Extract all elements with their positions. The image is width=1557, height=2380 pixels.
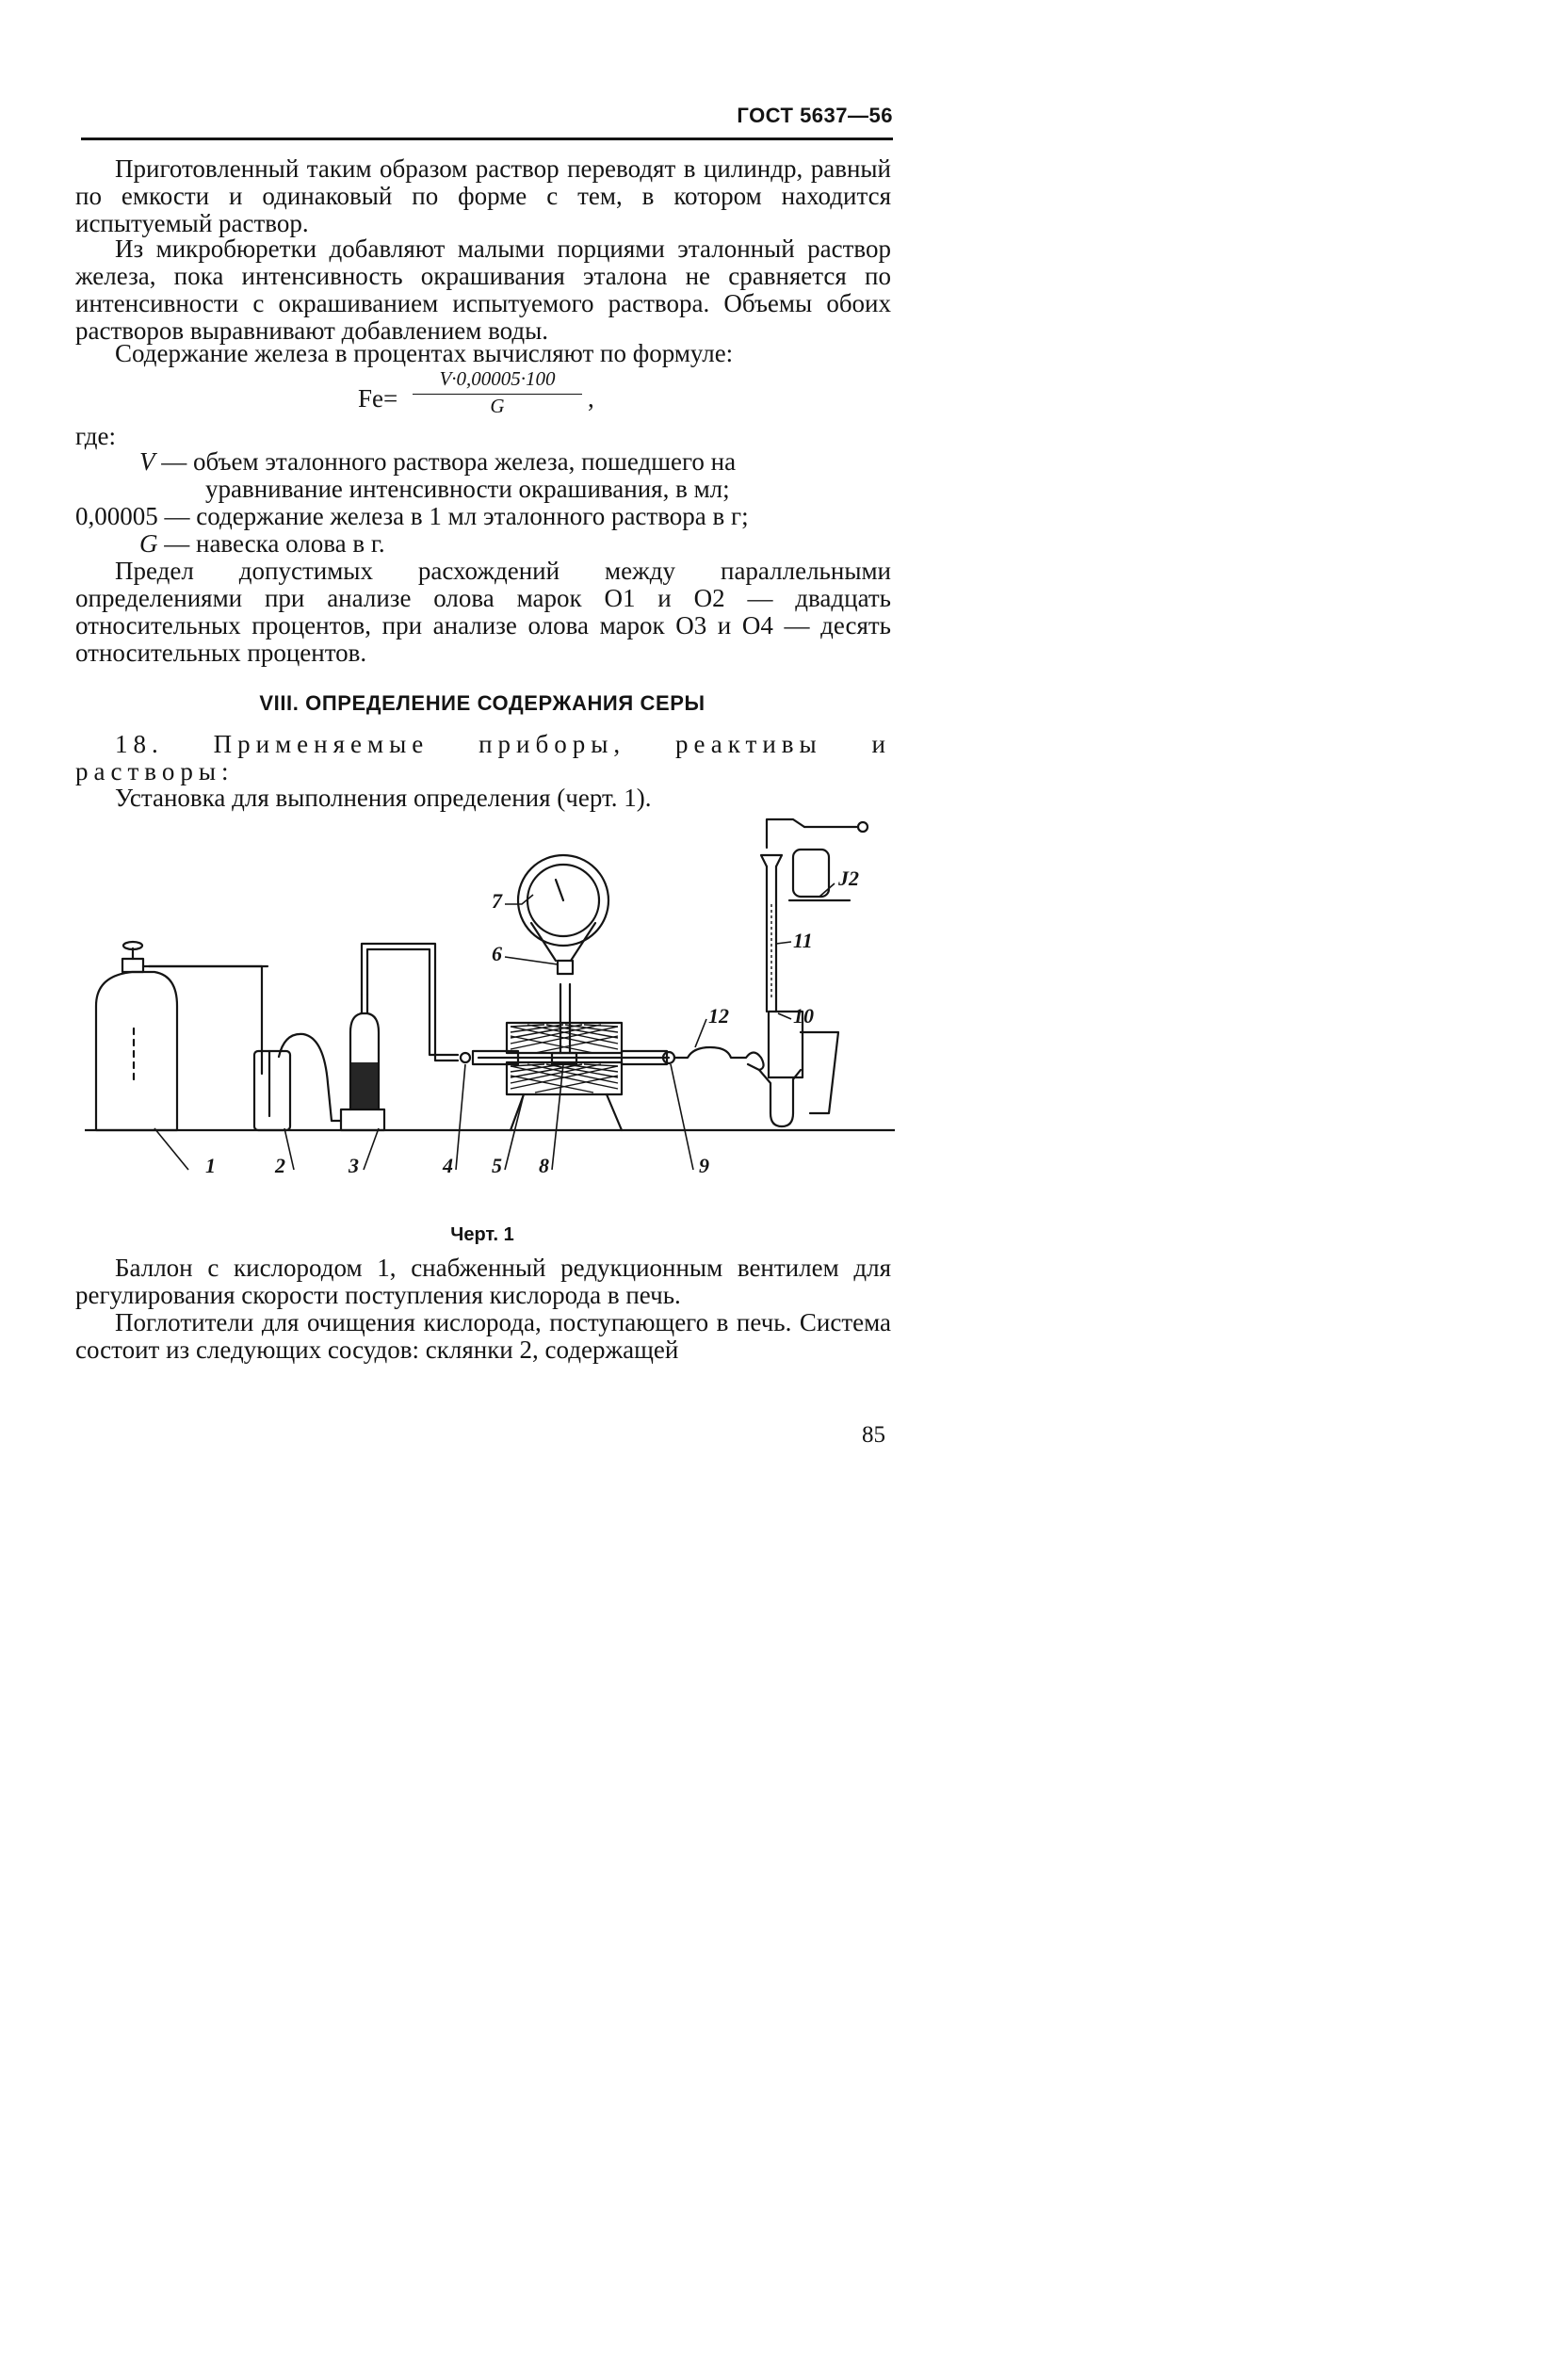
- figure-caption: Черт. 1: [450, 1224, 514, 1245]
- cylinder-valve: [122, 959, 143, 972]
- paragraph-solution-transfer: Приготовленный таким образом раствор переводят в цилиндр, равный по емкости и одинаковый по форме с тем, в котором находится испытуемый раствор.: [75, 154, 891, 237]
- paragraph-absorbers: Поглотители для очищения кислорода, поступающего в печь. Система состоит из следующих сосудов: склянки 2, содержащей: [75, 1308, 891, 1364]
- page-number: 85: [862, 1422, 885, 1448]
- label-11: 11: [793, 929, 813, 952]
- label-4: 4: [443, 1154, 453, 1177]
- label-1: 1: [205, 1154, 216, 1177]
- standard-number: ГОСТ 5637—56: [737, 104, 893, 127]
- label-5: 5: [492, 1154, 502, 1177]
- where-label: где:: [75, 422, 116, 450]
- definition-text: — объем эталонного раствора железа, пошедшего на: [161, 447, 737, 476]
- pipe-column-to-valve: [362, 944, 458, 1060]
- paragraph-oxygen-cylinder: Баллон с кислородом 1, снабженный редукционным вентилем для регулирования скорости поступления кислорода в печь.: [75, 1254, 891, 1309]
- label-10: 10: [793, 1004, 814, 1028]
- thermocouple-joint: [558, 961, 573, 974]
- paragraph-microburette: Из микробюретки добавляют малыми порциями эталонный раствор железа, пока интенсивность окрашивания эталона не сравняется по интенсивности с окрашиванием испытуемого раствора. Объемы обоих растворов выравнивают добавлением воды.: [75, 235, 891, 345]
- valve-4: [461, 1053, 470, 1062]
- iodine-bottle: [793, 850, 829, 897]
- oxygen-cylinder: [96, 972, 177, 1130]
- formula-denominator: G: [490, 395, 505, 417]
- label-3: 3: [349, 1154, 359, 1177]
- apparatus-diagram: [85, 810, 895, 1206]
- formula-comma: ,: [588, 384, 594, 413]
- pipe-cylinder-to-flask: [143, 966, 262, 1074]
- vessel-10: [801, 1032, 838, 1113]
- definition-term: V: [139, 447, 155, 476]
- definition-v: [139, 448, 893, 476]
- label-7: 7: [492, 889, 502, 913]
- formula-lhs: Fe=: [358, 384, 398, 413]
- page-header: [81, 104, 893, 140]
- pipe-flask2-to-column: [279, 1034, 341, 1121]
- definition-text: — содержание железа в 1 мл эталонного раствора в г;: [164, 502, 749, 530]
- section-title: VIII. ОПРЕДЕЛЕНИЕ СОДЕРЖАНИЯ СЕРЫ: [259, 691, 706, 715]
- definition-concentration: [75, 503, 893, 530]
- definition-g: [139, 530, 893, 558]
- paragraph-tolerance: Предел допустимых расхождений между параллельными определениями при анализе олова марок О1 и О2 — двадцать относительных процентов, при анализе олова марок О3 и О4 — десять относительных процентов.: [75, 557, 891, 667]
- installation-line: Установка для выполнения определения (черт. 1).: [115, 784, 652, 812]
- item-18: 18. Применяемые приборы, реактивы и растворы:: [75, 730, 891, 785]
- drying-tube-12: [674, 1047, 764, 1070]
- label-12: 12: [708, 1004, 729, 1028]
- column-base: [341, 1109, 384, 1130]
- formula-fraction: [413, 367, 582, 418]
- definition-text: — навеска олова в г.: [164, 529, 385, 558]
- definition-term: 0,00005: [75, 502, 158, 530]
- definition-text: уравнивание интенсивности окрашивания, в мл;: [205, 475, 730, 503]
- formula-numerator: V·0,00005·100: [439, 367, 556, 390]
- label-2: 2: [275, 1154, 285, 1177]
- label-8: 8: [539, 1154, 549, 1177]
- definition-term: G: [139, 529, 158, 558]
- document-page: [0, 0, 965, 1462]
- label-6: 6: [492, 942, 502, 965]
- label-j2: J2: [838, 866, 859, 890]
- flask-2: [254, 1051, 290, 1130]
- paragraph-formula-intro: Содержание железа в процентах вычисляют по формуле:: [115, 339, 734, 367]
- column-packing: [350, 1062, 379, 1109]
- definition-v-continued: [205, 476, 893, 503]
- iron-formula: [358, 367, 622, 428]
- label-9: 9: [699, 1154, 709, 1177]
